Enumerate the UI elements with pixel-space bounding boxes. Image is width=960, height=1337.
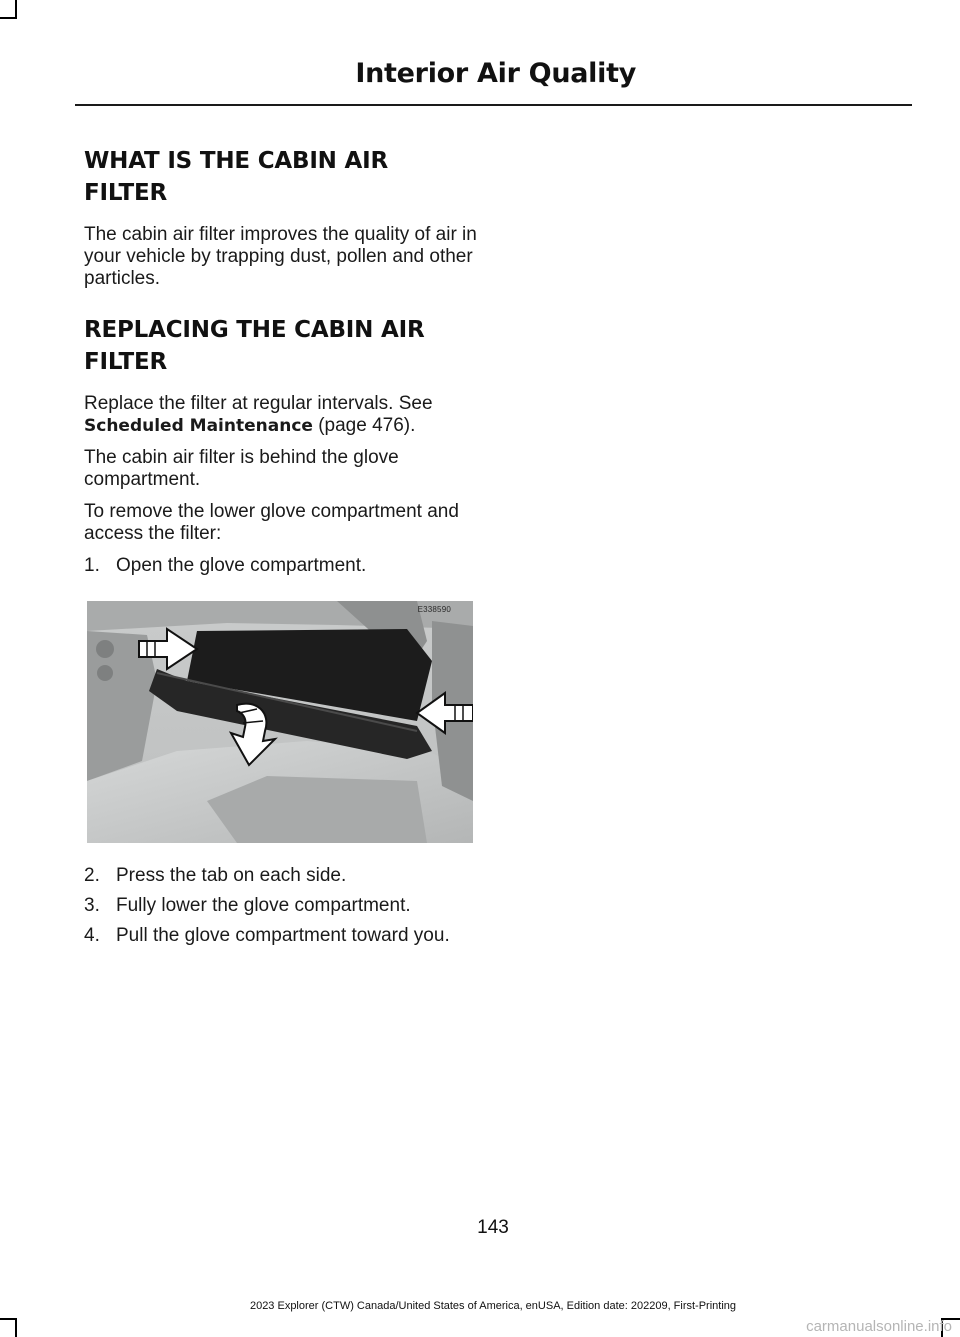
page-number: 143 bbox=[477, 1217, 509, 1238]
knob bbox=[96, 640, 114, 658]
heading-line: FILTER bbox=[84, 180, 168, 206]
step-number: 2. bbox=[84, 865, 100, 886]
replace-interval-paragraph bbox=[84, 393, 484, 437]
crop-mark-bottom-left-h bbox=[0, 1318, 17, 1320]
heading-line: WHAT IS THE CABIN AIR bbox=[84, 148, 389, 174]
step-text: Fully lower the glove compartment. bbox=[116, 895, 411, 916]
step-number: 1. bbox=[84, 555, 100, 576]
header-divider bbox=[75, 104, 912, 106]
illustration-svg bbox=[87, 601, 473, 843]
watermark-site: carmanualsonline.info bbox=[806, 1318, 952, 1335]
step-item bbox=[84, 555, 484, 577]
section-heading-replacing bbox=[84, 314, 484, 378]
step-number: 3. bbox=[84, 895, 100, 916]
heading-line: REPLACING THE CABIN AIR bbox=[84, 317, 425, 343]
glove-compartment-illustration bbox=[87, 601, 473, 843]
step-text: Open the glove compartment. bbox=[116, 555, 367, 576]
step-item bbox=[84, 895, 484, 917]
figure-code: E338590 bbox=[417, 605, 451, 614]
main-column bbox=[84, 145, 484, 947]
step-text: Pull the glove compartment toward you. bbox=[116, 925, 450, 946]
page-header-title: Interior Air Quality bbox=[355, 58, 636, 89]
section-heading-what-is bbox=[84, 145, 484, 209]
step-number: 4. bbox=[84, 925, 100, 946]
step-item bbox=[84, 865, 484, 887]
edition-footer: 2023 Explorer (CTW) Canada/United States of America, enUSA, Edition date: 202209, First-Printing bbox=[249, 1300, 737, 1312]
knob bbox=[97, 665, 113, 681]
filter-location-paragraph: The cabin air filter is behind the glove compartment. bbox=[84, 447, 399, 490]
crop-mark-bottom-left-v bbox=[15, 1318, 17, 1337]
replace-text: Replace the filter at regular intervals. See bbox=[84, 393, 433, 414]
page-reference: (page 476). bbox=[312, 415, 416, 436]
heading-line: FILTER bbox=[84, 349, 168, 375]
remove-instructions-paragraph: To remove the lower glove compartment and access the filter: bbox=[84, 501, 459, 544]
scheduled-maintenance-link[interactable]: Scheduled Maintenance bbox=[84, 416, 313, 436]
crop-mark-top-left-h bbox=[0, 17, 17, 19]
intro-paragraph: The cabin air filter improves the quality of air in your vehicle by trapping dust, pollen and other particles. bbox=[84, 224, 477, 289]
step-item bbox=[84, 925, 484, 947]
step-text: Press the tab on each side. bbox=[116, 865, 347, 886]
